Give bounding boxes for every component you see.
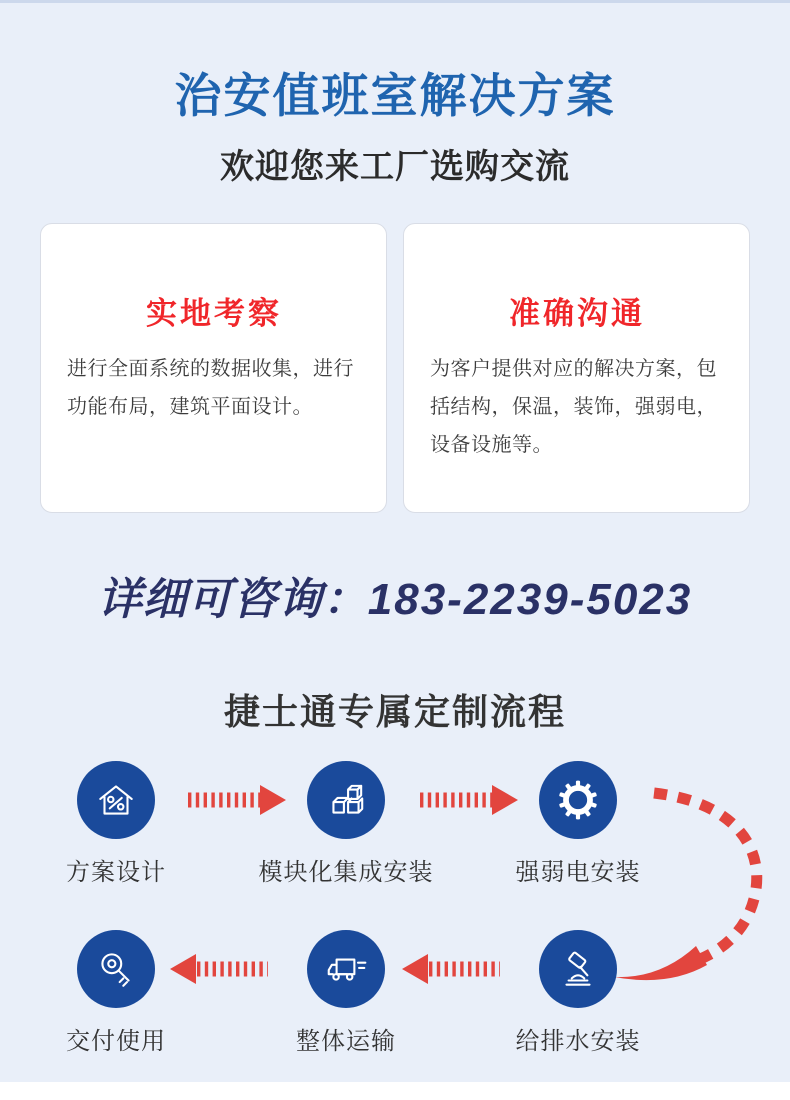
flow-step <box>0 930 232 1056</box>
step-circle <box>307 930 385 1008</box>
card-accurate-communication <box>403 223 750 513</box>
flow-step <box>0 761 232 887</box>
card-body: 进行全面系统的数据收集，进行功能布局，建筑平面设计。 <box>67 358 354 418</box>
house-percent-icon <box>93 777 139 823</box>
feature-cards-row <box>0 223 790 513</box>
process-section-title: 捷士通专属定制流程 <box>223 691 566 732</box>
flow-step <box>230 761 462 887</box>
page-title: 治安值班室解决方案 <box>174 69 616 122</box>
gear-icon <box>555 777 601 823</box>
process-flow-diagram <box>0 741 790 1100</box>
step-circle <box>539 930 617 1008</box>
flow-step <box>230 930 462 1056</box>
card-title: 实地考察 <box>146 296 282 331</box>
contact-phone-number: 183-2239-5023 <box>367 575 693 624</box>
contact-label: 详细可咨询： <box>97 575 368 624</box>
step-label: 整体运输 <box>296 1028 396 1055</box>
step-label: 方案设计 <box>66 859 166 886</box>
step-circle <box>77 761 155 839</box>
card-body: 为客户提供对应的解决方案，包括结构，保温，装饰，强弱电，设备设施等。 <box>430 358 717 456</box>
card-title: 准确沟通 <box>509 296 645 331</box>
step-label: 强弱电安装 <box>515 859 641 886</box>
card-site-survey <box>40 223 387 513</box>
step-circle <box>77 930 155 1008</box>
step-circle <box>539 761 617 839</box>
step-circle <box>307 761 385 839</box>
gavel-icon <box>555 946 601 992</box>
step-label: 模块化集成安装 <box>258 859 434 886</box>
flow-step <box>462 930 694 1056</box>
truck-icon <box>323 946 369 992</box>
flow-step <box>462 761 694 887</box>
key-icon <box>93 946 139 992</box>
contact-line <box>0 563 790 627</box>
step-label: 给排水安装 <box>515 1028 641 1055</box>
modular-cubes-icon <box>323 777 369 823</box>
step-label: 交付使用 <box>66 1028 166 1055</box>
page-subtitle: 欢迎您来工厂选购交流 <box>220 148 570 186</box>
